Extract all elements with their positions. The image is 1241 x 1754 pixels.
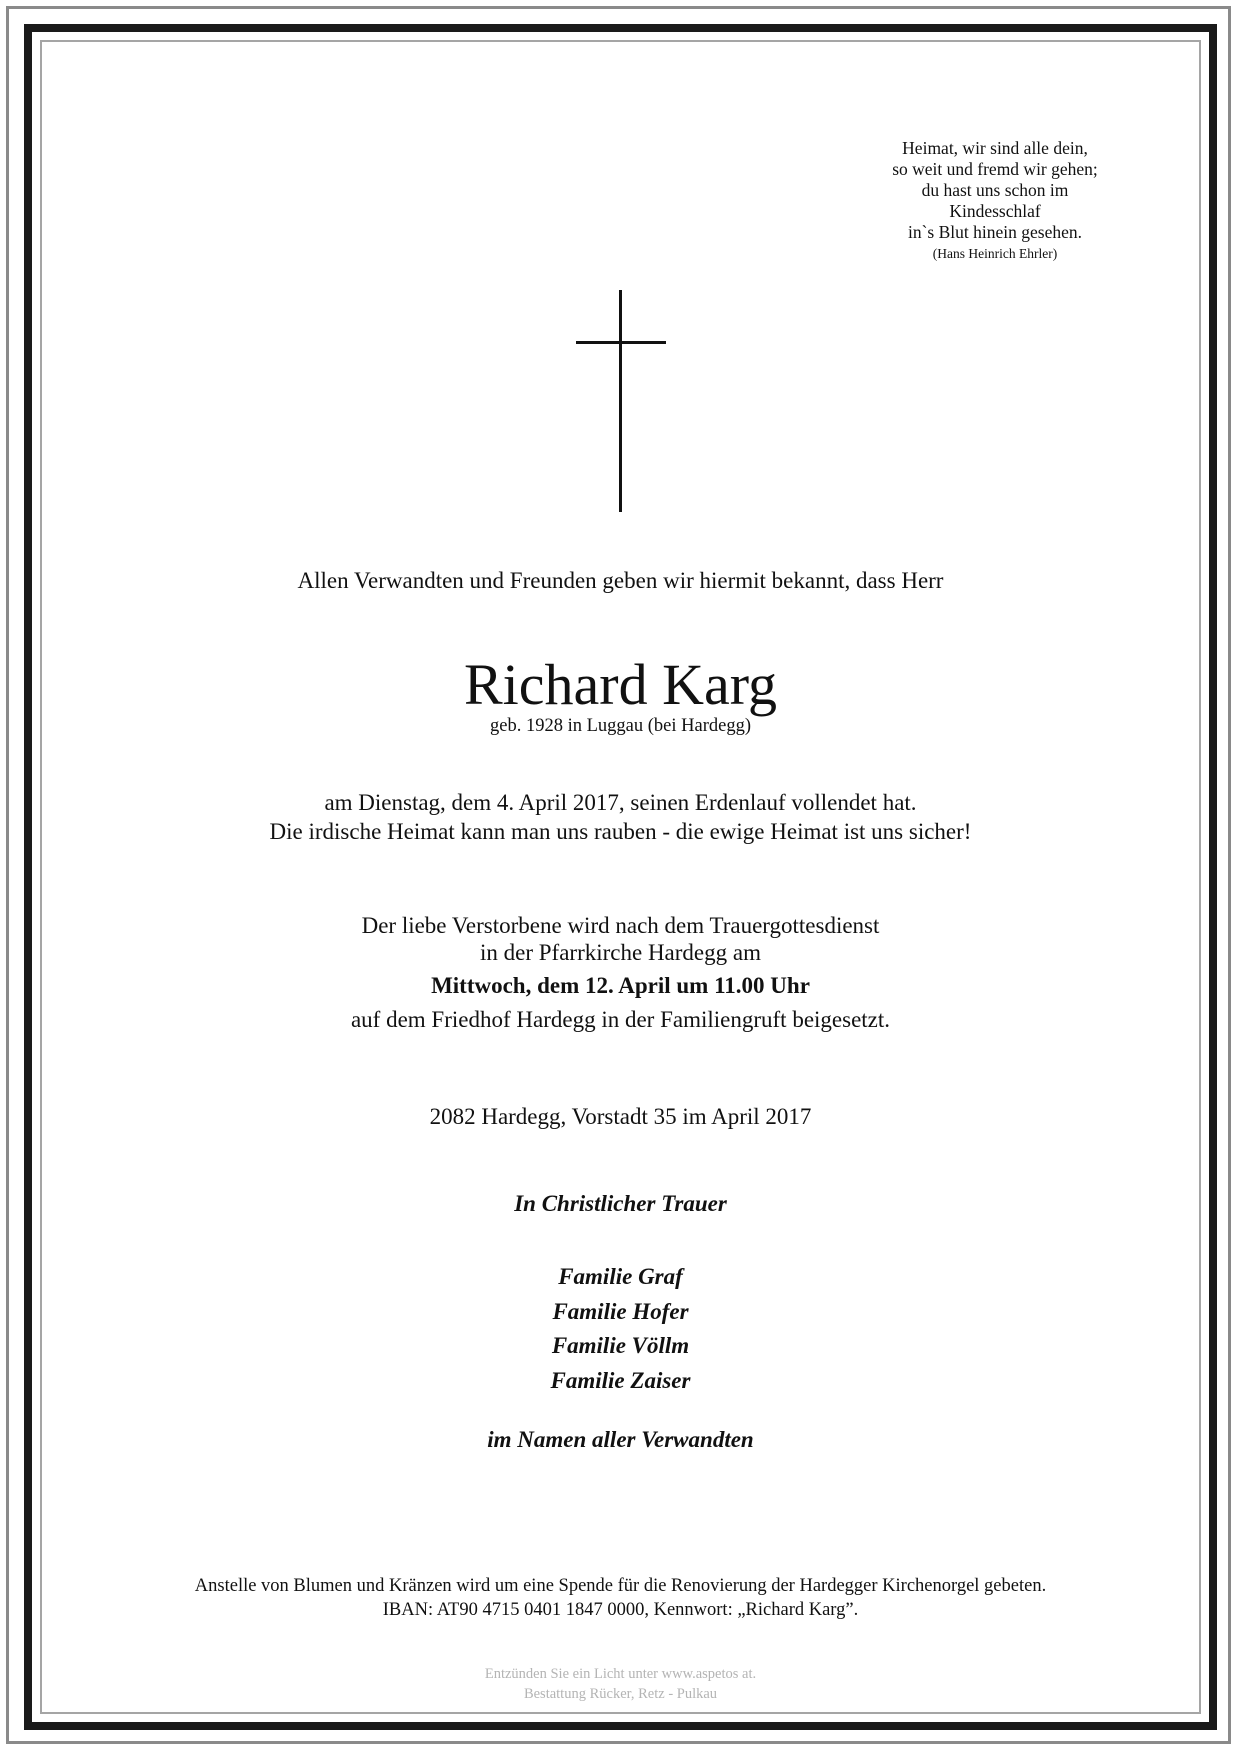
funeral-info — [0, 912, 1241, 1033]
donation-request — [0, 1574, 1241, 1622]
poem-line: du hast uns schon im — [921, 180, 1069, 200]
poem-author: (Hans Heinrich Ehrler) — [932, 246, 1058, 261]
place-date: 2082 Hardegg, Vorstadt 35 im April 2017 — [429, 1104, 812, 1129]
funeral-line: in der Pfarrkirche Hardegg am — [480, 940, 761, 965]
birth-info: geb. 1928 in Luggau (bei Hardegg) — [490, 716, 751, 736]
footer-link-text: Entzünden Sie ein Licht unter www.aspetos at. — [484, 1666, 757, 1682]
poem-line: Kindesschlaf — [949, 201, 1041, 221]
family-item: Familie Zaiser — [550, 1367, 691, 1393]
family-item: Familie Hofer — [552, 1298, 689, 1324]
family-item: Familie Graf — [558, 1264, 683, 1289]
poem-line: Heimat, wir sind alle dein, — [902, 138, 1088, 158]
cross-icon — [576, 290, 666, 512]
funeral-line: auf dem Friedhof Hardegg in der Familiengruft beigesetzt. — [350, 1007, 891, 1032]
donation-line: Anstelle von Blumen und Kränzen wird um eine Spende für die Renovierung der Hardegger Kirchenorgel gebeten. — [194, 1576, 1047, 1596]
family-item: Familie Völlm — [551, 1333, 690, 1358]
family-list — [0, 1260, 1241, 1398]
relatives-line: im Namen aller Verwandten — [487, 1427, 754, 1452]
footer — [0, 1664, 1241, 1704]
intro-text: Allen Verwandten und Freunden geben wir hiermit bekannt, dass Herr — [297, 568, 944, 593]
poem — [860, 138, 1130, 265]
mourning-heading: In Christlicher Trauer — [514, 1191, 727, 1216]
poem-line: so weit und fremd wir gehen; — [892, 159, 1098, 179]
death-line: Die irdische Heimat kann man uns rauben - die ewige Heimat ist uns sicher! — [269, 819, 972, 844]
death-notice — [0, 788, 1241, 846]
poem-line: in`s Blut hinein gesehen. — [907, 222, 1082, 242]
death-line: am Dienstag, dem 4. April 2017, seinen Erdenlauf vollendet hat. — [324, 790, 917, 815]
deceased-name: Richard Karg — [464, 652, 777, 717]
footer-undertaker: Bestattung Rücker, Retz - Pulkau — [523, 1686, 718, 1702]
funeral-line: Der liebe Verstorbene wird nach dem Trauergottesdienst — [361, 913, 880, 938]
donation-iban: IBAN: AT90 4715 0401 1847 0000, Kennwort: „Richard Karg”. — [382, 1600, 859, 1620]
funeral-date: Mittwoch, dem 12. April um 11.00 Uhr — [431, 973, 810, 998]
